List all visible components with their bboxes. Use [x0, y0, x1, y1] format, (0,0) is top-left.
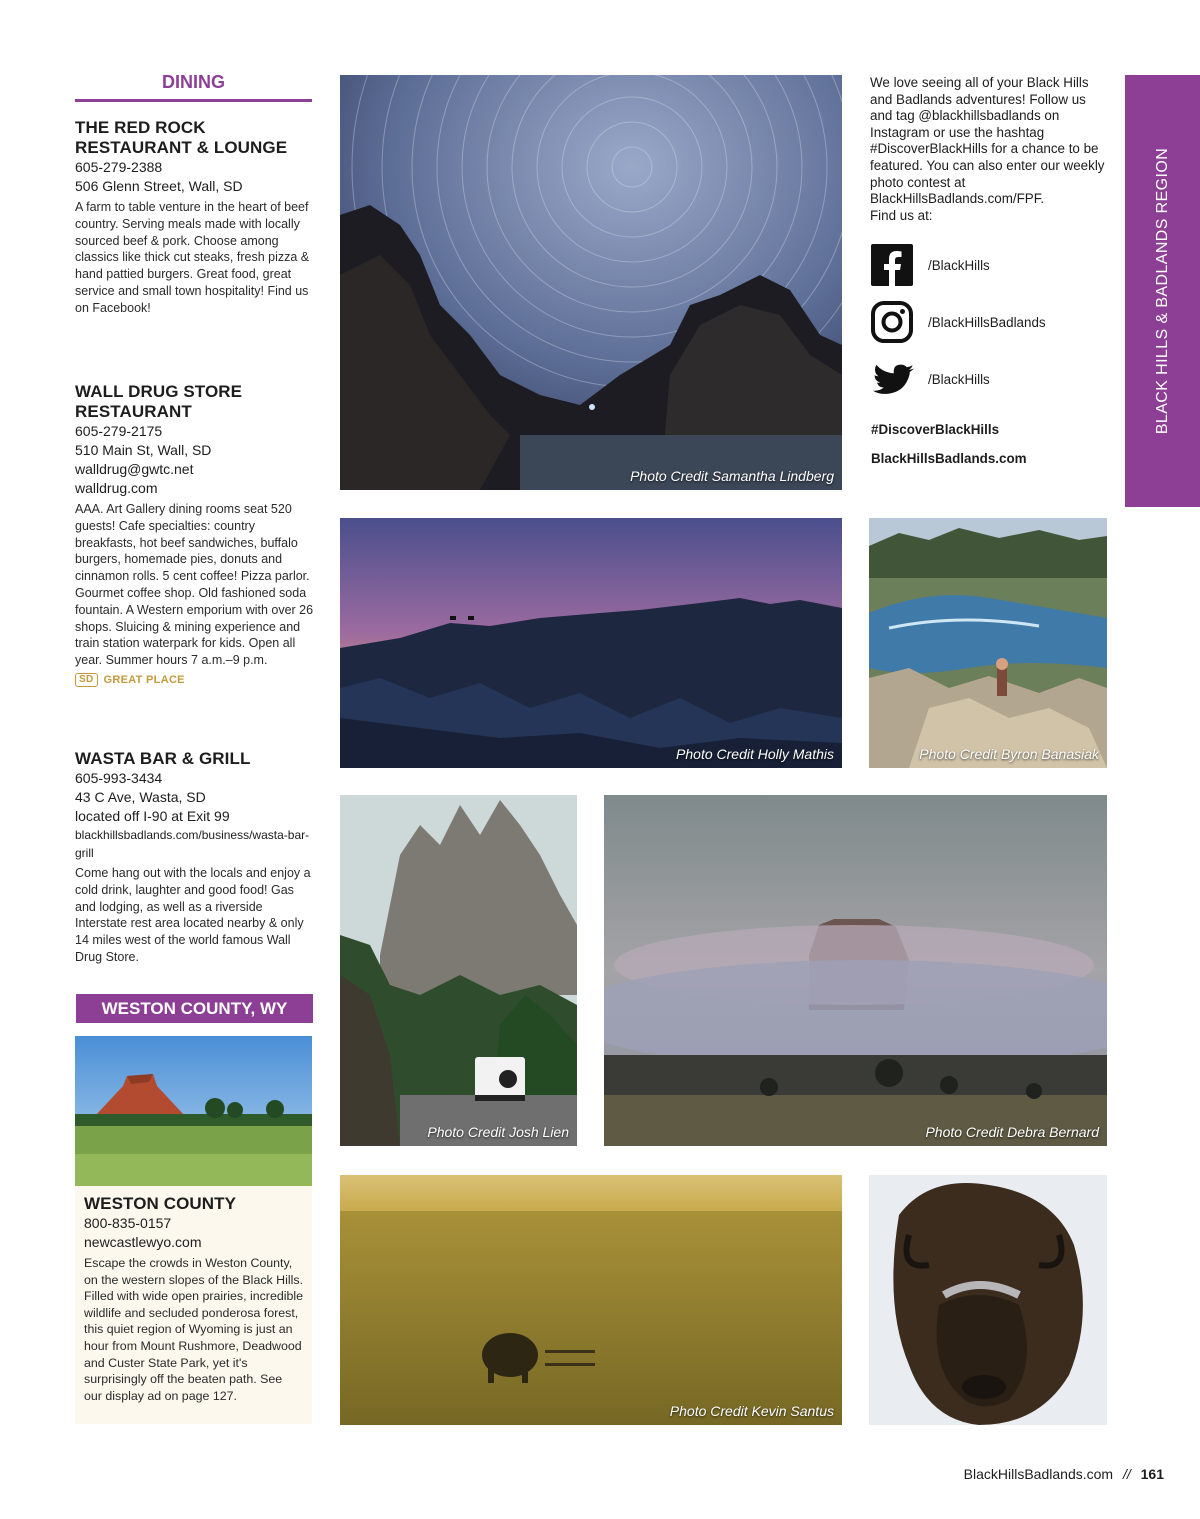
region-label: BLACK HILLS & BADLANDS REGION	[1153, 147, 1171, 435]
listing-location: located off I-90 at Exit 99	[75, 808, 230, 824]
footer-separator: //	[1122, 1466, 1131, 1482]
listing-description: AAA. Art Gallery dining rooms seat 520 guests! Cafe specialties: country breakfasts, hot beef sandwiches, buffalo burgers, homemade pies, donuts and cinnamon rolls. 5 cent coffee! Pizza parlor. Gourmet coffee shop. Old fashioned soda fountain. A Western emporium with over 26 shops. Sluicing & mining experience and train station waterpark for kids. Open all year. Summer hours 7 a.m.–9 p.m.	[75, 502, 314, 668]
weston-heading: WESTON COUNTY, WY	[76, 994, 313, 1023]
hashtag-link[interactable]: #DiscoverBlackHills	[871, 422, 1000, 437]
sd-badge-icon: SD	[75, 673, 98, 687]
photo-credit: Photo Credit Holly Mathis	[676, 746, 834, 762]
badlands-sunset-photo	[340, 518, 842, 768]
badge-label: GREAT PLACE	[103, 673, 185, 686]
photo-credit: Photo Credit Kevin Santus	[669, 1403, 834, 1419]
photo-credit: Photo Credit Samantha Lindberg	[630, 468, 834, 484]
instagram-icon	[870, 300, 914, 344]
page-footer	[964, 1466, 1164, 1482]
facebook-handle[interactable]: /BlackHills	[928, 257, 990, 273]
listing-phone[interactable]: 605-993-3434	[75, 770, 163, 786]
listing-description: A farm to table venture in the heart of beef country. Serving meals made with locally sourced beef & pork. Choose among classics like thick cut steaks, fresh pizza & hand pattied burgers. Great food, great service and small town hospitality! Find us on Facebook!	[75, 200, 310, 315]
facebook-link[interactable]	[870, 243, 990, 287]
instagram-handle[interactable]: /BlackHillsBadlands	[928, 314, 1046, 330]
social-intro-text: We love seeing all of your Black Hills and Badlands adventures! Follow us and tag @blackhillsbadlands on Instagram or use the hashtag #DiscoverBlackHills for a chance to be featured. You can also enter our weekly photo contest at BlackHillsBadlands.com/FPF.	[870, 75, 1105, 207]
listing-phone[interactable]: 605-279-2175	[75, 423, 163, 439]
listing-phone[interactable]: 800-835-0157	[84, 1215, 172, 1231]
snowy-bison-photo	[869, 1175, 1107, 1425]
listing-website[interactable]: newcastlewyo.com	[84, 1234, 202, 1250]
listing-phone[interactable]: 605-279-2388	[75, 159, 163, 175]
listing-wall-drug	[75, 382, 315, 687]
star-trails-photo	[340, 75, 842, 490]
twitter-link[interactable]	[870, 357, 990, 401]
listing-address: 506 Glenn Street, Wall, SD	[75, 178, 243, 194]
listing-name: WESTON COUNTY	[84, 1194, 237, 1213]
listing-wasta	[75, 749, 315, 966]
footer-site[interactable]: BlackHillsBadlands.com	[963, 1466, 1114, 1482]
page-number: 161	[1140, 1466, 1164, 1482]
twitter-handle[interactable]: /BlackHills	[928, 371, 990, 387]
needles-jeep-photo	[340, 795, 577, 1146]
listing-website[interactable]: walldrug.com	[75, 480, 158, 496]
weston-county-photo	[75, 1036, 312, 1186]
listing-name: WASTA BAR & GRILL	[75, 749, 251, 768]
weston-county-listing	[75, 1186, 312, 1424]
listing-email[interactable]: walldrug@gwtc.net	[75, 461, 194, 477]
prairie-bison-photo	[340, 1175, 842, 1425]
listing-description: Escape the crowds in Weston County, on the western slopes of the Black Hills. Filled with wide open prairies, incredible wildlife and secluded ponderosa forest, this quiet region of Wyoming is just an hour from Mount Rushmore, Deadwood and Custer State Park, yet it's surprisingly off the beaten path. See our display ad on page 127.	[84, 1256, 304, 1403]
devils-tower-fog-photo	[604, 795, 1107, 1146]
photo-credit: Photo Credit Debra Bernard	[925, 1124, 1099, 1140]
website-link[interactable]: BlackHillsBadlands.com	[871, 451, 1027, 466]
listing-red-rock	[75, 118, 315, 317]
photo-credit: Photo Credit Josh Lien	[427, 1124, 569, 1140]
river-hiker-photo	[869, 518, 1107, 768]
listing-name: THE RED ROCK RESTAURANT & LOUNGE	[75, 118, 288, 157]
dining-heading: DINING	[75, 72, 312, 102]
instagram-link[interactable]	[870, 300, 1046, 344]
twitter-icon	[870, 357, 914, 401]
listing-website[interactable]: blackhillsbadlands.com/business/wasta-bar-grill	[75, 828, 310, 860]
facebook-icon	[870, 243, 914, 287]
sd-great-place-badge	[75, 673, 315, 687]
listing-address: 43 C Ave, Wasta, SD	[75, 789, 206, 805]
listing-name: WALL DRUG STORE RESTAURANT	[75, 382, 243, 421]
listing-address: 510 Main St, Wall, SD	[75, 442, 212, 458]
find-us-label: Find us at:	[870, 208, 933, 223]
region-side-tab	[1125, 75, 1200, 507]
photo-credit: Photo Credit Byron Banasiak	[919, 746, 1099, 762]
listing-description: Come hang out with the locals and enjoy a cold drink, laughter and good food! Gas and lodging, as well as a riverside Interstate rest area located nearby & only 14 miles west of the world famous Wall Drug Store.	[75, 866, 311, 964]
